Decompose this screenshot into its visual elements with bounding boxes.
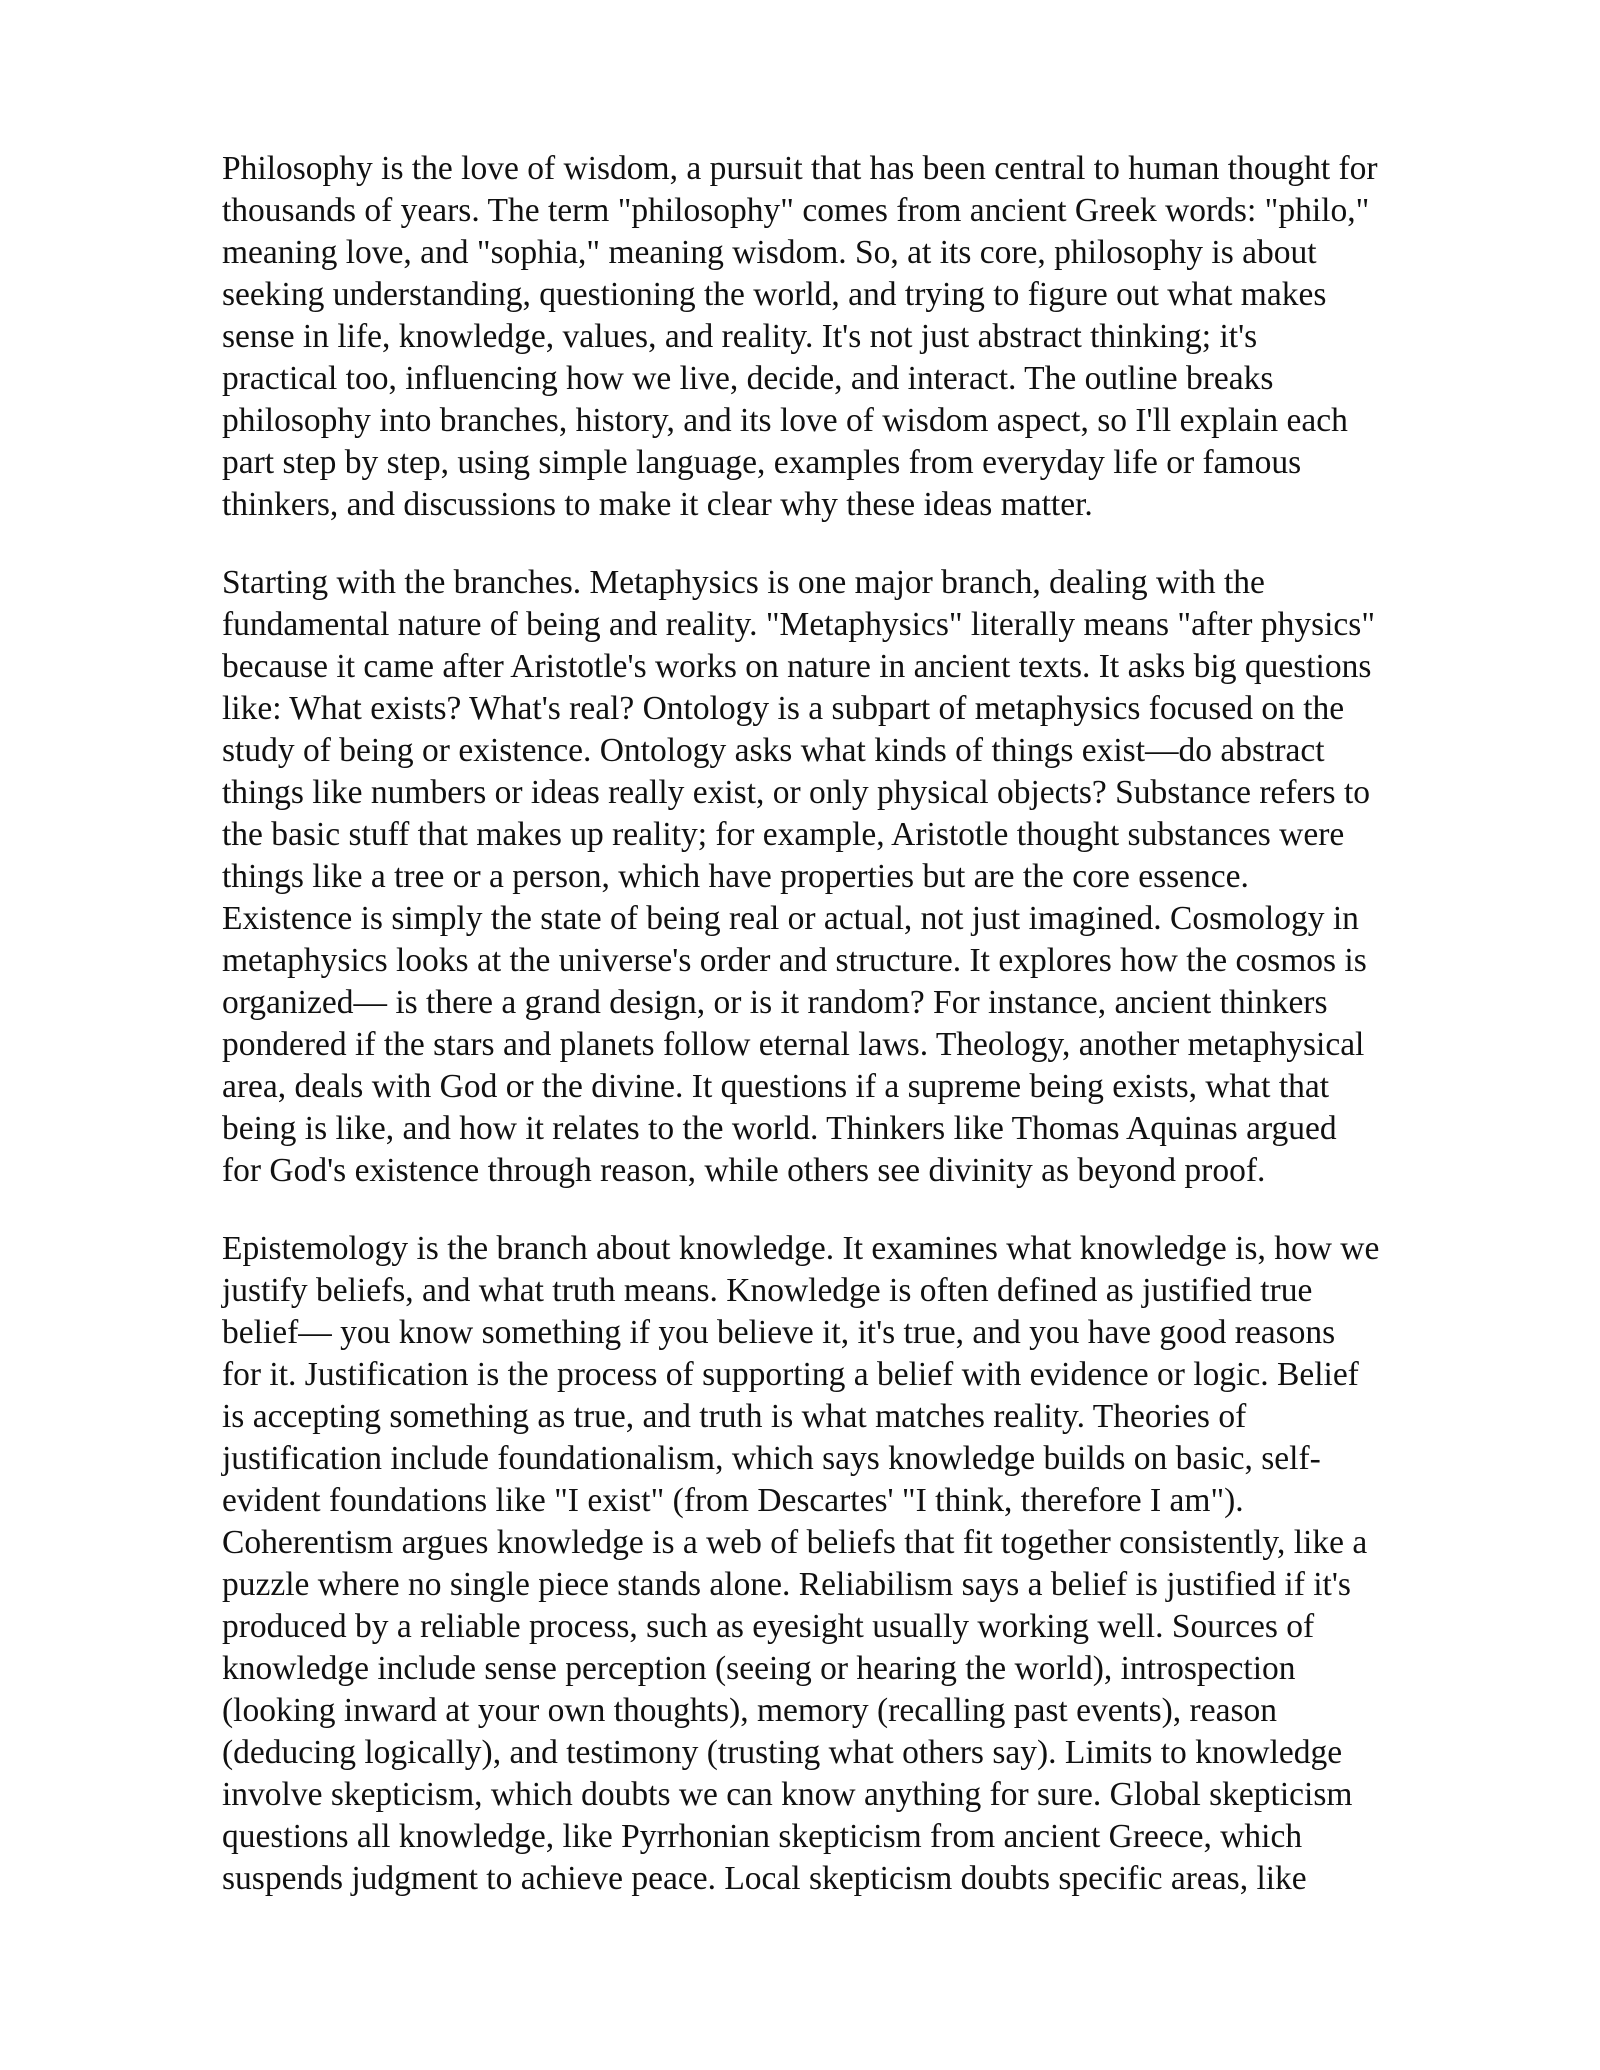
text-line: Coherentism argues knowledge is a web of beliefs that fit together consistently, like a — [222, 1524, 1368, 1561]
text-line: part step by step, using simple language, examples from everyday life or famous — [222, 444, 1302, 481]
text-line: area, deals with God or the divine. It questions if a supreme being exists, what that — [222, 1068, 1330, 1105]
text-line: puzzle where no single piece stands alone. Reliabilism says a belief is justified if it's — [222, 1566, 1351, 1603]
text-line: Epistemology is the branch about knowledge. It examines what knowledge is, how we — [222, 1230, 1380, 1267]
text-line: involve skepticism, which doubts we can know anything for sure. Global skepticism — [222, 1776, 1353, 1813]
text-line: knowledge include sense perception (seeing or hearing the world), introspection — [222, 1650, 1296, 1687]
text-line: produced by a reliable process, such as eyesight usually working well. Sources of — [222, 1608, 1315, 1645]
text-line: for it. Justification is the process of supporting a belief with evidence or logic. Belief — [222, 1356, 1359, 1393]
text-line: things like a tree or a person, which have properties but are the core essence. — [222, 858, 1249, 895]
text-line: questions all knowledge, like Pyrrhonian skepticism from ancient Greece, which — [222, 1818, 1303, 1855]
text-line: evident foundations like "I exist" (from Descartes' "I think, therefore I am"). — [222, 1482, 1244, 1519]
text-line: thinkers, and discussions to make it clear why these ideas matter. — [222, 486, 1093, 523]
text-line: justify beliefs, and what truth means. Knowledge is often defined as justified true — [222, 1272, 1313, 1309]
text-line: philosophy into branches, history, and its love of wisdom aspect, so I'll explain each — [222, 402, 1348, 439]
text-line: (deducing logically), and testimony (trusting what others say). Limits to knowledge — [222, 1734, 1343, 1771]
paragraph-metaphysics — [222, 562, 1492, 1192]
text-line: the basic stuff that makes up reality; for example, Aristotle thought substances were — [222, 816, 1345, 853]
paragraph-epistemology — [222, 1228, 1492, 1900]
text-line: pondered if the stars and planets follow eternal laws. Theology, another metaphysical — [222, 1026, 1365, 1063]
text-line: being is like, and how it relates to the world. Thinkers like Thomas Aquinas argued — [222, 1110, 1337, 1147]
text-line: (looking inward at your own thoughts), memory (recalling past events), reason — [222, 1692, 1277, 1729]
text-line: metaphysics looks at the universe's order and structure. It explores how the cosmos is — [222, 942, 1367, 979]
text-line: Starting with the branches. Metaphysics is one major branch, dealing with the — [222, 564, 1265, 601]
text-line: Philosophy is the love of wisdom, a pursuit that has been central to human thought for — [222, 150, 1378, 187]
text-line: seeking understanding, questioning the world, and trying to figure out what makes — [222, 276, 1327, 313]
text-line: suspends judgment to achieve peace. Local skepticism doubts specific areas, like — [222, 1860, 1307, 1897]
text-line: justification include foundationalism, which says knowledge builds on basic, self- — [222, 1440, 1321, 1477]
text-line: because it came after Aristotle's works on nature in ancient texts. It asks big questions — [222, 648, 1372, 685]
text-line: fundamental nature of being and reality. "Metaphysics" literally means "after physics" — [222, 606, 1376, 643]
text-line: practical too, influencing how we live, decide, and interact. The outline breaks — [222, 360, 1274, 397]
body-text — [222, 148, 1492, 1936]
text-line: belief— you know something if you believe it, it's true, and you have good reasons — [222, 1314, 1336, 1351]
text-line: organized— is there a grand design, or is it random? For instance, ancient thinkers — [222, 984, 1328, 1021]
text-line: sense in life, knowledge, values, and reality. It's not just abstract thinking; it's — [222, 318, 1258, 355]
text-line: Existence is simply the state of being real or actual, not just imagined. Cosmology in — [222, 900, 1359, 937]
text-line: like: What exists? What's real? Ontology is a subpart of metaphysics focused on the — [222, 690, 1345, 727]
paragraph-intro — [222, 148, 1492, 526]
text-line: for God's existence through reason, while others see divinity as beyond proof. — [222, 1152, 1266, 1189]
text-line: is accepting something as true, and truth is what matches reality. Theories of — [222, 1398, 1247, 1435]
text-line: study of being or existence. Ontology asks what kinds of things exist—do abstract — [222, 732, 1325, 769]
text-line: thousands of years. The term "philosophy" comes from ancient Greek words: "philo," — [222, 192, 1370, 229]
text-line: things like numbers or ideas really exist, or only physical objects? Substance refers to — [222, 774, 1371, 811]
text-line: meaning love, and "sophia," meaning wisdom. So, at its core, philosophy is about — [222, 234, 1317, 271]
